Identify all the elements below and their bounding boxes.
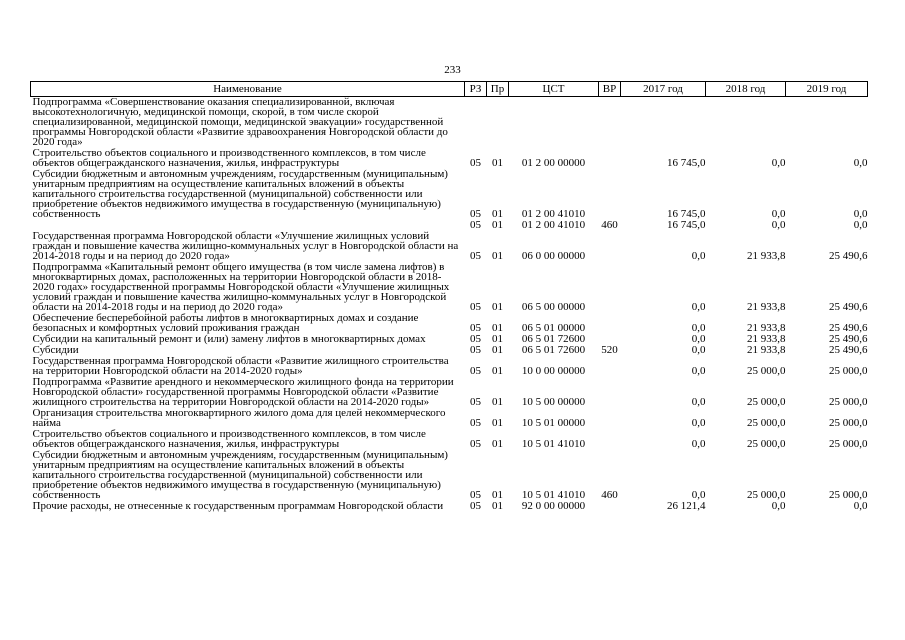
cell-amount-2017: 16 745,0 (667, 157, 706, 169)
cell-amount-2019: 0,0 (853, 157, 868, 169)
cell-vr (599, 148, 621, 169)
cell-amount-2018: 21 933,8 (747, 322, 786, 334)
cell-amount-2019: 25 000,0 (829, 365, 868, 377)
table-row (31, 408, 868, 429)
cell-cst: 10 5 01 00000 (521, 417, 586, 429)
cell-pr: 01 (492, 365, 503, 377)
column-header-cst: ЦСТ (509, 82, 599, 97)
cell-name: Прочие расходы, не отнесенные к государственным программам Новгородской области (32, 500, 444, 512)
cell-vr: 520 (601, 344, 618, 356)
cell-rz: 05 (470, 417, 481, 429)
cell-name: Подпрограмма «Капитальный ремонт общего имущества (в том числе замена лифтов) в многоквартирных домах, расположенных на территории Новгородской области в 2018-2020 годах» государственной программы Новгородской области «Улучшение жилищных условий граждан и повышение качества жилищно-коммунальных услуг в Новгородской области на 2014-2018 годы и на период до 2020 года» (32, 261, 450, 313)
cell-amount-2018: 25 000,0 (747, 417, 786, 429)
cell-amount-2019: 25 490,6 (829, 250, 868, 262)
cell-pr: 01 (492, 500, 503, 512)
cell-amount-2017: 0,0 (691, 333, 706, 345)
cell-pr: 01 (492, 157, 503, 169)
cell-amount-2019: 25 000,0 (829, 417, 868, 429)
column-header-pr: Пр (487, 82, 509, 97)
cell-name: Субсидии бюджетным и автономным учреждениям, государственным (муниципальным) унитарным предприятиям на осуществление капитальных вложений в объекты капитального строительства государственной (муниципальной) собственности или приобретение объектов недвижимого имущества в государственную (муниципальную) собственность (32, 168, 448, 220)
cell-cst: 01 2 00 41010 (521, 219, 586, 231)
table-row (31, 148, 868, 169)
cell-amount-2017: 16 745,0 (667, 208, 706, 220)
cell-cst: 10 5 01 41010 (521, 489, 586, 501)
table-row (31, 450, 868, 501)
cell-vr (599, 169, 621, 220)
cell-pr: 01 (492, 322, 503, 334)
cell-amount-2018: 0,0 (771, 500, 786, 512)
cell-pr: 01 (492, 438, 503, 450)
cell-rz: 05 (470, 208, 481, 220)
cell-amount-2018: 0,0 (771, 157, 786, 169)
cell-amount-2019: 25 490,6 (829, 301, 868, 313)
cell-vr: 460 (601, 489, 618, 501)
cell-name: Обеспечение бесперебойной работы лифтов в многоквартирных домах и создание безопасных и комфортных условий проживания граждан (32, 312, 419, 334)
table-row (31, 169, 868, 220)
table-row (31, 97, 868, 149)
cell-rz: 05 (470, 322, 481, 334)
cell-name: Государственная программа Новгородской области «Развитие жилищного строительства на территории Новгородской области на 2014-2020 годы» (32, 355, 449, 377)
cell-amount-2019: 0,0 (853, 208, 868, 220)
cell-amount-2017: 0,0 (691, 417, 706, 429)
cell-cst: 06 5 01 72600 (521, 344, 586, 356)
cell-amount-2017: 26 121,4 (667, 500, 706, 512)
table-body (31, 97, 868, 513)
cell-amount-2017: 0,0 (691, 396, 706, 408)
cell-name: Строительство объектов социального и производственного комплексов, в том числе объектов общегражданского назначения, жилья, инфраструктуры (32, 428, 426, 450)
table-row (31, 429, 868, 450)
cell-amount-2017: 0,0 (691, 344, 706, 356)
table-header-row (31, 82, 868, 97)
column-header-2018: 2018 год (706, 82, 786, 97)
cell-amount-2019: 25 000,0 (829, 489, 868, 501)
cell-rz: 05 (470, 219, 481, 231)
table-row (31, 231, 868, 262)
cell-vr (599, 356, 621, 377)
cell-rz: 05 (470, 301, 481, 313)
page-number: 233 (444, 64, 461, 76)
table-row (31, 356, 868, 377)
cell-name: Субсидии бюджетным и автономным учреждениям, государственным (муниципальным) унитарным предприятиям на осуществление капитальных вложений в объекты капитального строительства государственной (муниципальной) собственности или приобретение объектов недвижимого имущества в государственную (муниципальную) собственность (32, 449, 448, 501)
column-header-vr: ВР (599, 82, 621, 97)
cell-name: Строительство объектов социального и производственного комплексов, в том числе объектов общегражданского назначения, жилья, инфраструктуры (32, 147, 426, 169)
cell-cst: 01 2 00 41010 (521, 208, 586, 220)
cell-pr: 01 (492, 396, 503, 408)
cell-pr: 01 (492, 301, 503, 313)
cell-vr (599, 231, 621, 262)
cell-name: Субсидии (32, 344, 79, 356)
cell-vr (599, 501, 621, 512)
cell-rz: 05 (470, 333, 481, 345)
cell-amount-2017: 0,0 (691, 250, 706, 262)
table-row (31, 313, 868, 334)
cell-vr: 460 (601, 219, 618, 231)
cell-cst: 10 5 00 00000 (521, 396, 586, 408)
cell-amount-2019: 25 000,0 (829, 438, 868, 450)
cell-vr (599, 408, 621, 429)
table-row (31, 334, 868, 345)
cell-pr: 01 (492, 208, 503, 220)
cell-vr (599, 97, 621, 149)
cell-rz: 05 (470, 344, 481, 356)
cell-amount-2019: 25 490,6 (829, 333, 868, 345)
budget-table (30, 81, 868, 512)
cell-amount-2019: 25 490,6 (829, 344, 868, 356)
cell-cst: 10 0 00 00000 (521, 365, 586, 377)
cell-amount-2017: 0,0 (691, 301, 706, 313)
cell-amount-2019: 0,0 (853, 500, 868, 512)
cell-amount-2018: 21 933,8 (747, 344, 786, 356)
cell-amount-2019: 0,0 (853, 219, 868, 231)
cell-rz: 05 (470, 438, 481, 450)
column-header-rz: РЗ (465, 82, 487, 97)
cell-rz: 05 (470, 250, 481, 262)
cell-rz: 05 (470, 365, 481, 377)
cell-name: Подпрограмма «Совершенствование оказания специализированной, включая высокотехнологичную, медицинской помощи, скорой, в том числе скорой специализированной, медицинской помощи, медицинской эвакуации» государственной программы Новгородской области «Развитие здравоохранения Новгородской области до 2020 года» (32, 96, 448, 148)
column-header-2019: 2019 год (786, 82, 868, 97)
cell-pr: 01 (492, 344, 503, 356)
cell-name: Субсидии на капитальный ремонт и (или) замену лифтов в многоквартирных домах (32, 333, 426, 345)
cell-cst: 06 5 00 00000 (521, 301, 586, 313)
cell-cst (509, 97, 599, 149)
cell-amount-2017: 0,0 (691, 365, 706, 377)
cell-name: Организация строительства многоквартирного жилого дома для целей некоммерческого найма (32, 407, 446, 429)
cell-vr (599, 429, 621, 450)
cell-amount-2018 (706, 97, 786, 149)
cell-rz: 05 (470, 500, 481, 512)
cell-amount-2018: 21 933,8 (747, 250, 786, 262)
cell-name: Государственная программа Новгородской области «Улучшение жилищных условий граждан и повышение качества жилищно-коммунальных услуг в Новгородской области на 2014-2018 годы и на период до 2020 года» (32, 230, 459, 262)
cell-amount-2018: 0,0 (771, 208, 786, 220)
cell-amount-2017: 16 745,0 (667, 219, 706, 231)
cell-rz: 05 (470, 489, 481, 501)
cell-pr: 01 (492, 250, 503, 262)
cell-amount-2019: 25 490,6 (829, 322, 868, 334)
cell-amount-2018: 25 000,0 (747, 396, 786, 408)
cell-amount-2018: 21 933,8 (747, 333, 786, 345)
cell-amount-2017 (621, 97, 706, 149)
cell-vr (599, 262, 621, 313)
cell-amount-2018: 25 000,0 (747, 489, 786, 501)
cell-pr: 01 (492, 219, 503, 231)
cell-amount-2017: 0,0 (691, 322, 706, 334)
column-header-2017: 2017 год (621, 82, 706, 97)
cell-pr: 01 (492, 417, 503, 429)
cell-pr (487, 97, 509, 149)
cell-amount-2019 (786, 97, 868, 149)
cell-pr: 01 (492, 333, 503, 345)
cell-amount-2019: 25 000,0 (829, 396, 868, 408)
cell-cst: 10 5 01 41010 (521, 438, 586, 450)
cell-amount-2018: 0,0 (771, 219, 786, 231)
cell-name: Подпрограмма «Развитие арендного и некоммерческого жилищного фонда на территории Новгородской области» государственной программы Новгородской области «Развитие жилищного строительства на территории Новгородской области на 2014-2020 годы» (32, 376, 454, 408)
cell-cst: 06 5 01 00000 (521, 322, 586, 334)
table-row (31, 501, 868, 512)
cell-amount-2018: 25 000,0 (747, 438, 786, 450)
cell-rz: 05 (470, 157, 481, 169)
cell-amount-2017: 0,0 (691, 438, 706, 450)
cell-vr (599, 313, 621, 334)
cell-amount-2018: 25 000,0 (747, 365, 786, 377)
cell-amount-2017: 0,0 (691, 489, 706, 501)
cell-amount-2018: 21 933,8 (747, 301, 786, 313)
column-header-name: Наименование (31, 82, 465, 97)
cell-rz: 05 (470, 396, 481, 408)
table-row (31, 377, 868, 408)
cell-cst: 92 0 00 00000 (521, 500, 586, 512)
cell-cst: 06 0 00 00000 (521, 250, 586, 262)
cell-rz (465, 97, 487, 149)
table-row (31, 262, 868, 313)
cell-pr: 01 (492, 489, 503, 501)
cell-cst: 06 5 01 72600 (521, 333, 586, 345)
cell-vr (599, 377, 621, 408)
cell-cst: 01 2 00 00000 (521, 157, 586, 169)
